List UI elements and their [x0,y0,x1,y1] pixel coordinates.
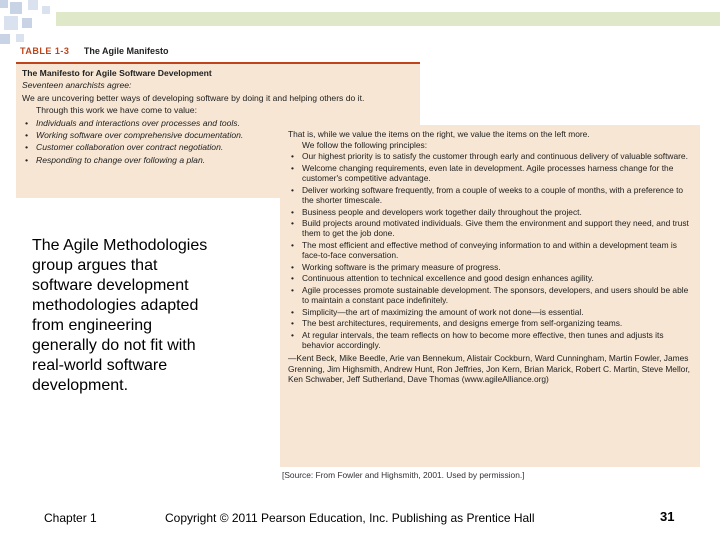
table-caption [16,44,420,62]
principles-lead: That is, while we value the items on the right, we value the items on the left more. [288,129,590,139]
principles-lead-2: We follow the following principles: [302,140,428,151]
principle-item: • Continuous attention to technical excellence and good design enhances agility. [288,273,692,283]
value-item: • Customer collaboration over contract negotiation. [22,141,414,153]
decorative-header-squares [0,0,720,50]
footer-chapter: Chapter 1 [44,511,97,525]
principle-item: • The most efficient and effective method of conveying information to and within a development team is face-to-face conversation. [288,240,692,260]
principle-item: • Our highest priority is to satisfy the customer through early and continuous delivery of valuable software. [288,151,692,161]
page-number: 31 [660,509,675,524]
principle-item: • Working software is the primary measure of progress. [288,262,692,272]
manifesto-intro-2: Through this work we have come to value: [36,105,197,116]
table-source: [Source: From Fowler and Highsmith, 2001. Used by permission.] [282,470,525,480]
value-item: • Responding to change over following a plan. [22,154,414,166]
value-item: • Individuals and interactions over processes and tools. [22,117,414,129]
footer-copyright: Copyright © 2011 Pearson Education, Inc. Publishing as Prentice Hall [165,511,535,525]
principle-item: • The best architectures, requirements, and designs emerge from self-organizing teams. [288,318,692,328]
principle-item: • At regular intervals, the team reflects on how to become more effective, then tunes and adjusts its behavior accordingly. [288,330,692,350]
manifesto-subtitle: Seventeen anarchists agree: [22,80,132,91]
signatories: —Kent Beck, Mike Beedle, Arie van Bennekum, Alistair Cockburn, Ward Cunningham, Martin Fowler, James Grenning, Jim Highsmith, Andrew Hunt, Ron Jeffries, Jon Kern, Brian Marick, Robert C. Martin, Steve Mellor, Ken Schwaber, Jeff Sutherland, Dave Thomas (www.agileAlliance.org) [288,353,690,384]
value-item: • Working software over comprehensive documentation. [22,129,414,141]
table-number: TABLE 1-3 [20,46,70,56]
principle-item: • Build projects around motivated individuals. Give them the environment and support they need, and trust them to get the job done. [288,218,692,238]
principles-list [288,151,692,350]
slide-body-text: The Agile Methodologies group argues that software development methodologies adapted from engineering generally do not fit with real-world software development. [32,237,208,394]
manifesto-intro: We are uncovering better ways of developing software by doing it and helping others do it. [22,92,365,103]
manifesto-title: The Manifesto for Agile Software Development [22,68,212,78]
principle-item: • Simplicity—the art of maximizing the amount of work not done—is essential. [288,307,692,317]
principle-item: • Deliver working software frequently, from a couple of weeks to a couple of months, with a preference to the shorter timescale. [288,185,692,205]
table-name: The Agile Manifesto [83,46,169,56]
principle-item: • Business people and developers work together daily throughout the project. [288,207,692,217]
manifesto-principles-panel [280,125,700,467]
principle-item: • Agile processes promote sustainable development. The sponsors, developers, and users should be able to maintain a constant pace indefinitely. [288,285,692,305]
principle-item: • Welcome changing requirements, even late in development. Agile processes harness change for the customer's competitive advantage. [288,163,692,183]
